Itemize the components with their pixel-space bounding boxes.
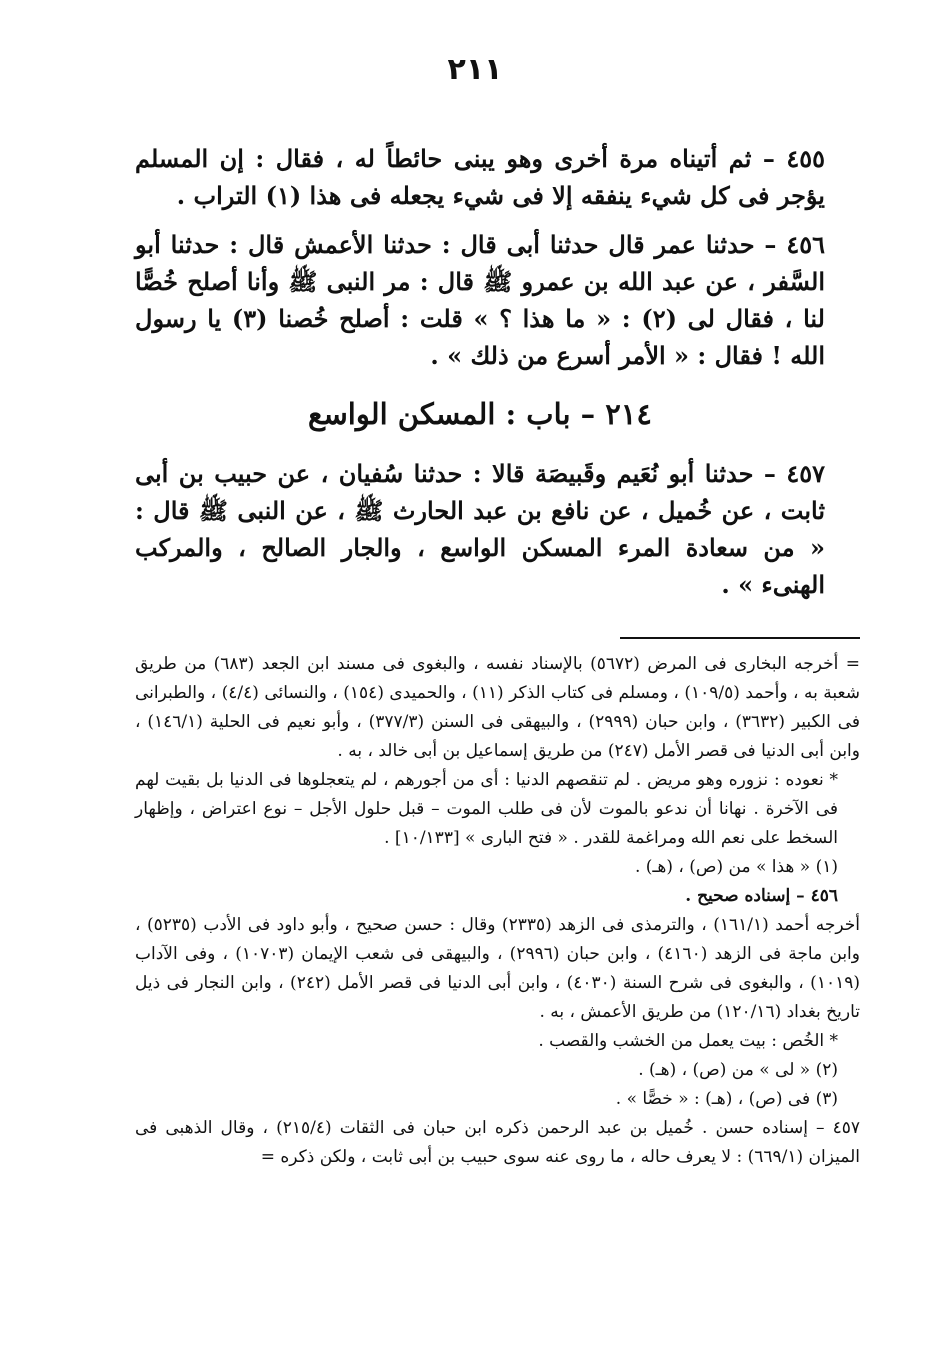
footnote-gloss: * نعوده : نزوره وهو مريض . لم تنقصهم الدنيا : أى من أجورهم ، لم يتعجلوها فى الدنيا بل بقيت لهم فى الآخرة . نهانا أن ندعو بالموت لأن فى طلب الموت – قبل حلول الأجل – نوع اعتراض ، وإظهار السخط على نعم الله ومراغمة للقدر . « فتح البارى » [١٠/١٣٣] . (135, 770, 838, 848)
hadith-457: ٤٥٧ – حدثنا أبو نُعَيم وقَبيصَة قالا : حدثنا سُفيان ، عن حبيب بن أبى ثابت ، عن خُميل ، عن نافع بن عبد الحارث ﷺ ، عن النبى ﷺ قال : « من سعادة المرء المسكن الواسع ، والجار الصالح ، والمركب الهنىء » . (135, 459, 825, 599)
footnote-takhrij: ٤٥٧ – إسناده حسن . خُميل بن عبد الرحمن ذكره ابن حبان فى الثقات (٢١٥/٤) ، وقال الذهبى فى الميزان (٦٦٩/١) : لا يعرف حاله ، ما روى عنه سوى حبيب بن أبى ثابت ، ولكن ذكره = (135, 1118, 860, 1167)
footnote-heading: ٤٥٦ – إسناده صحيح . (685, 886, 838, 906)
hadith-456: ٤٥٦ – حدثنا عمر قال حدثنا أبى قال : حدثنا الأعمش قال : حدثنا أبو السَّفر ، عن عبد الله بن عمرو ﷺ قال : مر النبى ﷺ وأنا أصلح خُصًّا لنا ، فقال لى (٢) : « ما هذا ؟ » قلت : أصلح خُصنا (٣) يا رسول الله ! فقال : « الأمر أسرع من ذلك » . (135, 230, 825, 370)
page-number: ٢١١ (447, 52, 503, 87)
footnote-takhrij: أخرجه أحمد (١٦١/١) ، والترمذى فى الزهد (٢٣٣٥) وقال : حسن صحيح ، وأبو داود فى الأدب (٥٢٣٥) ، وابن ماجة فى الزهد (٤١٦٠) ، وابن حبان (٢٩٩٦) ، والبيهقى فى شعب الإيمان (١٠٧٠٣) ، وفى الآداب (١٠١٩) ، والبغوى فى شرح السنة (٤٠٣٠) ، وابن أبى الدنيا فى قصر الأمل (٢٤٢) ، وابن النجار فى ذيل تاريخ بغداد (١٢٠/١٦) من طريق الأعمش ، به . (135, 915, 860, 1022)
chapter-title: ٢١٤ – باب : المسكن الواسع (308, 397, 652, 431)
footnote-continuation: = أخرجه البخارى فى المرض (٥٦٧٢) بالإسناد نفسه ، والبغوى فى مسند ابن الجعد (٦٨٣) من طريق شعبة به ، وأحمد (١٠٩/٥) ، ومسلم فى كتاب الذكر (١١) ، والحميدى (١٥٤) ، والنسائى (٤/٤) ، والطبرانى فى الكبير (٣٦٣٢) ، وابن حبان (٢٩٩٩) ، والبيهقى فى السنن (٣٧٧/٣) ، وأبو نعيم فى الحلية (١٤٦/١) ، وابن أبى الدنيا فى قصر الأمل (٢٤٧) من طريق إسماعيل بن أبى خالد ، به . (135, 654, 861, 761)
footnote-variant: (٣) فى (ص) ، (هـ) : « خصًّا » . (615, 1089, 838, 1109)
footnote-gloss: * الخُص : بيت يعمل من الخشب والقصب . (538, 1031, 838, 1051)
footnote-variant: (٢) « لى » من (ص) ، (هـ) . (638, 1060, 838, 1080)
main-text (135, 140, 825, 615)
footnotes (135, 650, 860, 1172)
hadith-455: ٤٥٥ – ثم أتيناه مرة أخرى وهو يبنى حائطاً له ، فقال : إن المسلم يؤجر فى كل شيء ينفقه إلا فى شيء يجعله فى هذا (١) التراب . (135, 144, 825, 210)
footnote-divider (620, 637, 860, 639)
footnote-variant: (١) « هذا » من (ص) ، (هـ) . (634, 857, 838, 877)
